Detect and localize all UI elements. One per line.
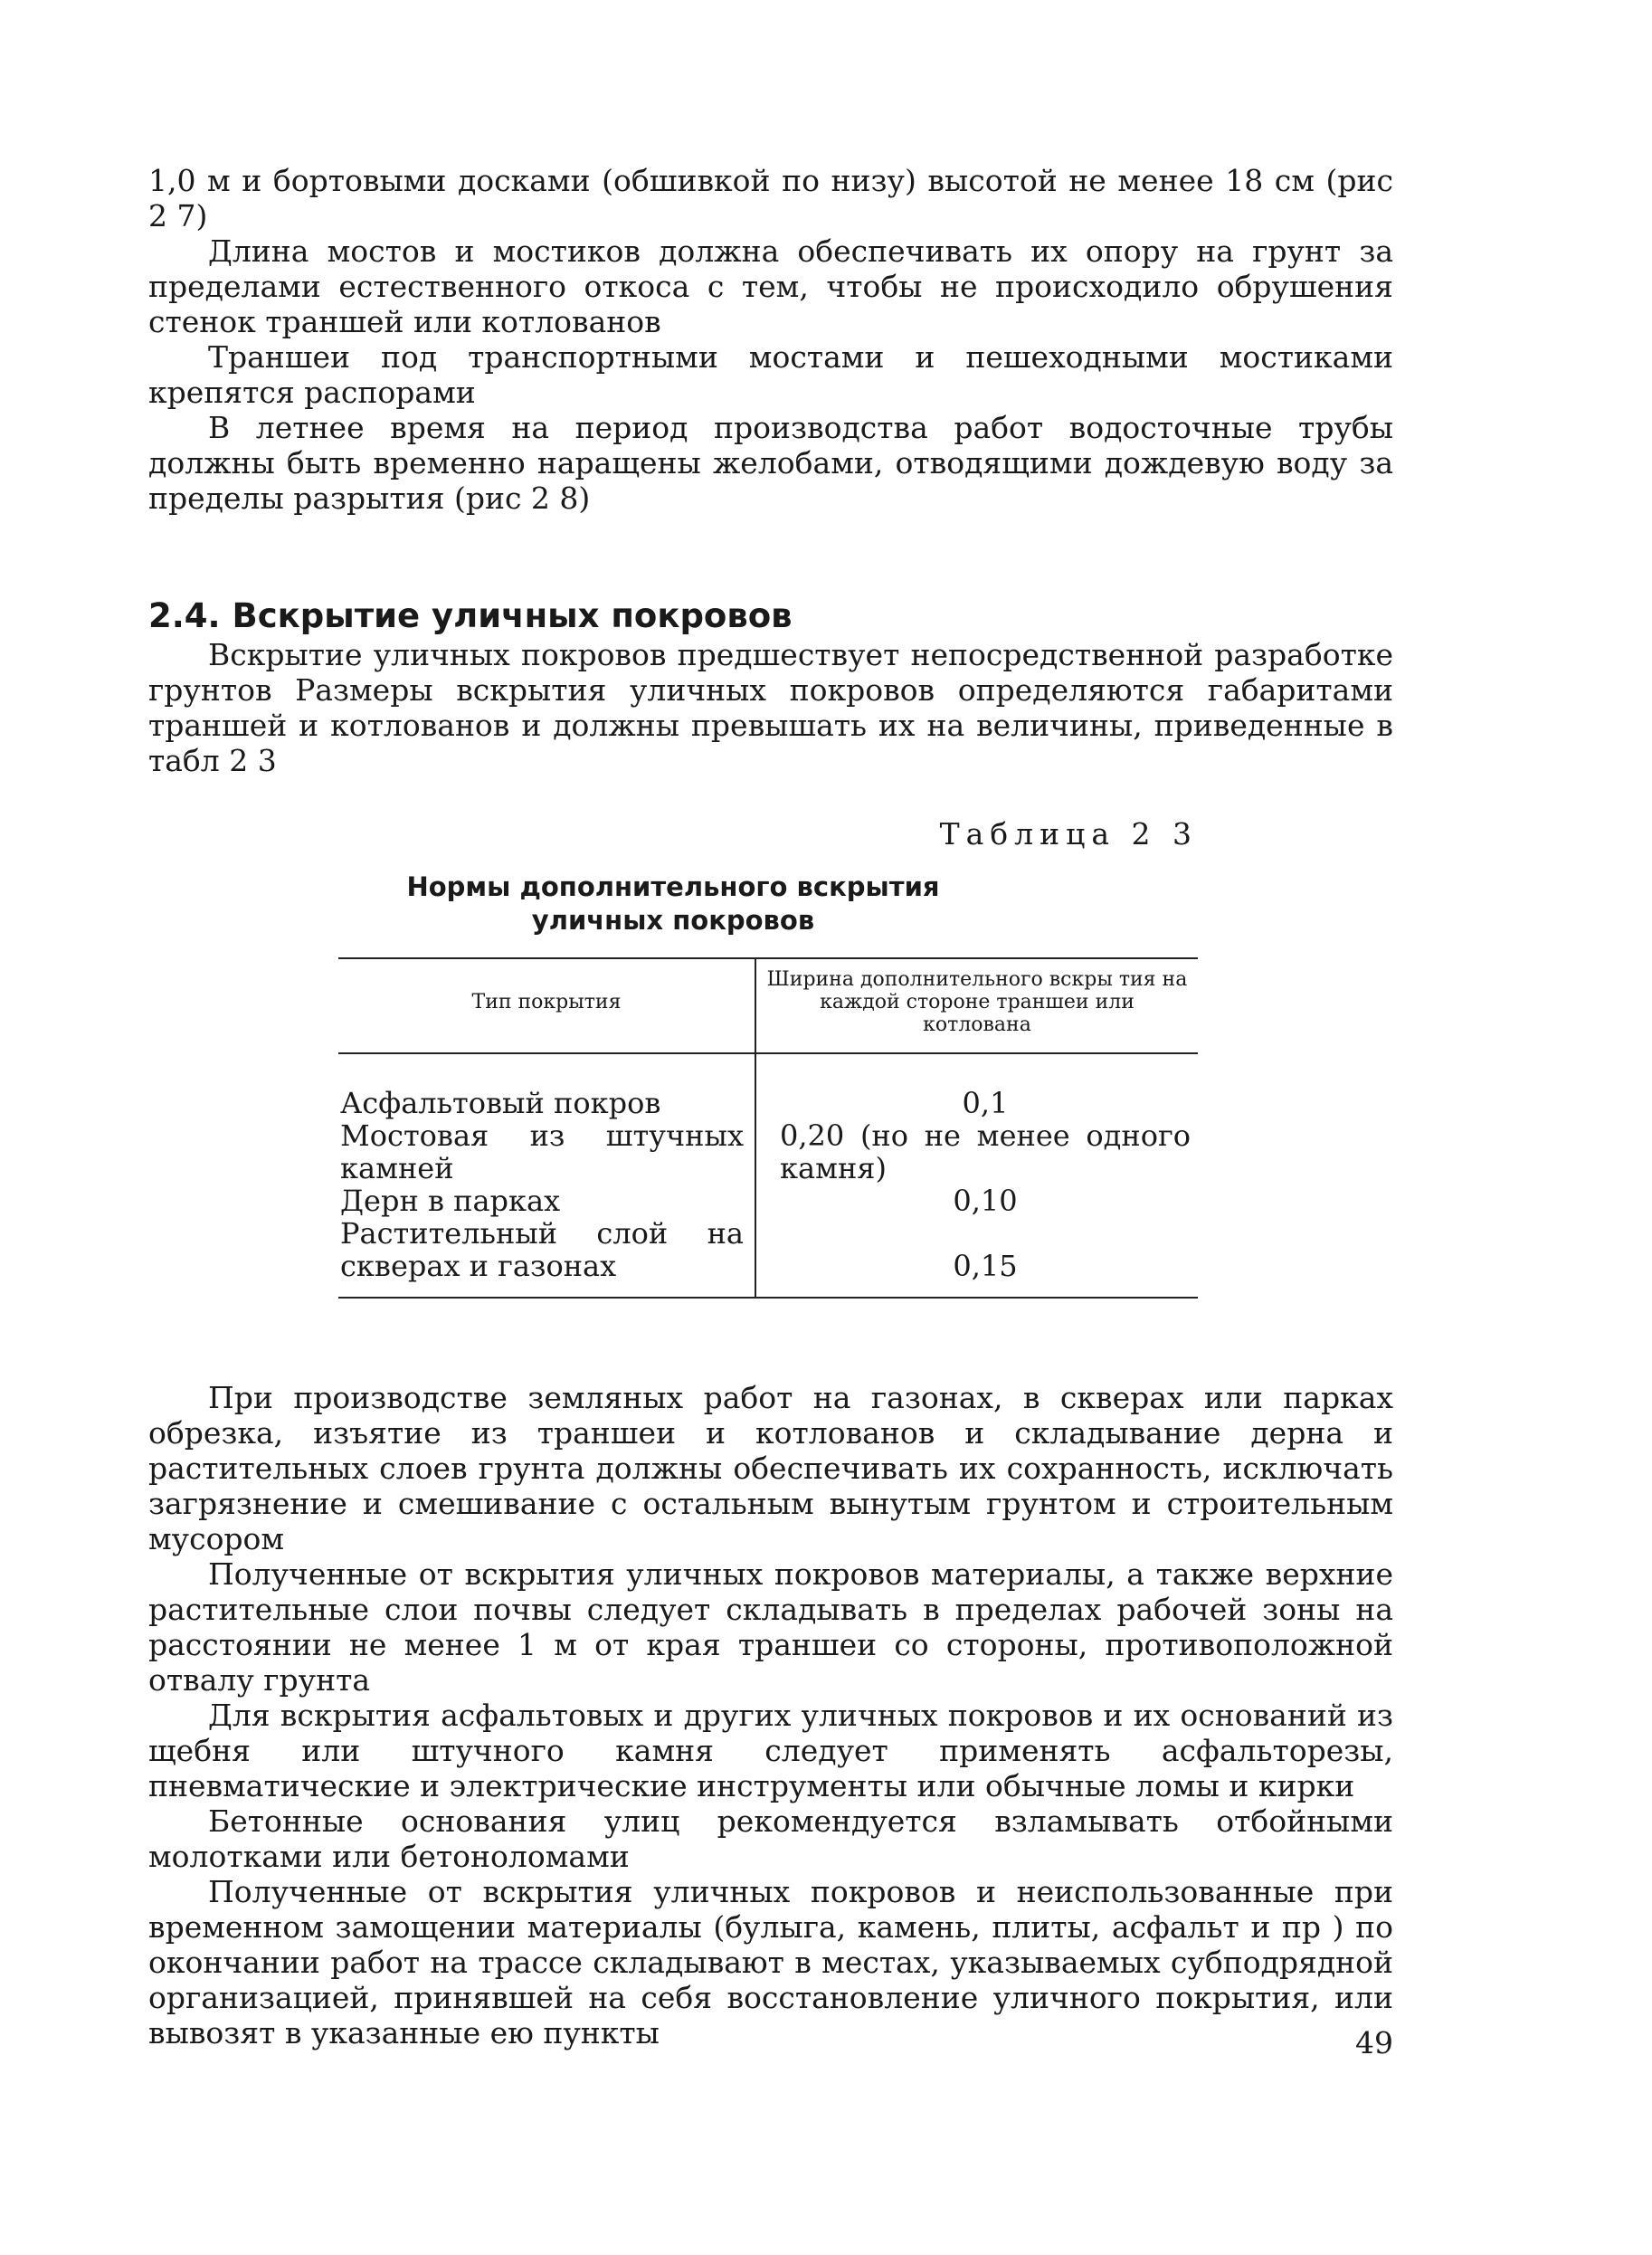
page-content <box>148 163 1393 2050</box>
section-heading <box>148 595 1393 637</box>
type-cell: Асфальтовый покров <box>338 1053 755 1119</box>
table-header-row <box>338 958 1198 1053</box>
paragraph-5: При производстве земляных работ на газонах, в скверах или парках обрезка, изъятие из траншеи и котлованов и складывание дерна и растительных слоев грунта должны обеспечивать их сохранность, исключать загрязнение и смешивание с остальным вынутым грунтом и строительным мусором <box>148 1380 1393 1556</box>
norms-table <box>338 957 1198 1299</box>
paragraph-8: Бетонные основания улиц рекомендуется взламывать отбойными молотками или бетоноломами <box>148 1803 1393 1874</box>
page-number: 49 <box>1355 2025 1393 2060</box>
table-row <box>338 1053 1198 1119</box>
value-cell: 0,20 (но не менее одного камня) <box>780 1118 1191 1185</box>
paragraph-7: Для вскрытия асфальтовых и других уличных покровов и их оснований из щебня или штучного камня следует применять асфальторезы, пневматические и электрические инструменты или обычные ломы и кирки <box>148 1698 1393 1803</box>
value-cell: 0,1 <box>962 1086 1009 1120</box>
table-row <box>338 1217 1198 1298</box>
section-title: Вскрытие уличных покровов <box>232 596 793 635</box>
value-cell: 0,10 <box>953 1184 1018 1218</box>
table-row <box>338 1119 1198 1185</box>
header-width: Ширина дополнительного вскры тия на каждой стороне траншеи или котлована <box>755 958 1198 1053</box>
paragraph-6: Полученные от вскрытия уличных покровов материалы, а также верхние растительные слои почвы следует складывать в пределах рабочей зоны на расстоянии не менее 1 м от края траншеи со стороны, противоположной отвалу грунта <box>148 1556 1393 1698</box>
table-title-line-1: Нормы дополнительного вскрытия <box>406 871 940 902</box>
paragraph-2: Длина мостов и мостиков должна обеспечивать их опору на грунт за пределами естественного откоса с тем, чтобы не происходило обрушения стенок траншей или котлованов <box>148 233 1393 339</box>
table-label: Таблица 2 3 <box>939 816 1198 852</box>
type-cell: Растительный слой на скверах и газонах <box>338 1217 755 1298</box>
type-cell: Дерн в парках <box>338 1185 755 1217</box>
paragraph-1: 1,0 м и бортовыми досками (обшивкой по низу) высотой не менее 18 см (рис 2 7) <box>148 163 1393 233</box>
table-title <box>148 871 1198 937</box>
paragraph-9: Полученные от вскрытия уличных покровов и неиспользованные при временном замощении материалы (булыга, камень, плиты, асфальт и пр ) по окончании работ на трассе складывают в местах, указываемых субподрядной организацией, принявшей на себя восстановление уличного покрытия, или вывозят в указанные ею пункты <box>148 1874 1393 2050</box>
section-intro-paragraph: Вскрытие уличных покровов предшествует непосредственной разработке грунтов Размеры вскрытия уличных покровов определяются габаритами траншей и котлованов и должны превышать их на величины, приведенные в табл 2 3 <box>148 637 1393 778</box>
table-row <box>338 1185 1198 1217</box>
paragraph-4: В летнее время на период производства работ водосточные трубы должны быть временно наращены желобами, отводящими дождевую воду за пределы разрытия (рис 2 8) <box>148 410 1393 516</box>
header-type: Тип покрытия <box>338 958 755 1053</box>
type-cell: Мостовая из штучных камней <box>338 1119 755 1185</box>
section-number: 2.4. <box>148 596 221 635</box>
value-cell: 0,15 <box>755 1217 1198 1298</box>
paragraph-3: Траншеи под транспортными мостами и пешеходными мостиками крепятся распорами <box>148 339 1393 410</box>
table-title-line-2: уличных покровов <box>531 905 815 936</box>
after-table-text <box>148 1380 1393 2050</box>
